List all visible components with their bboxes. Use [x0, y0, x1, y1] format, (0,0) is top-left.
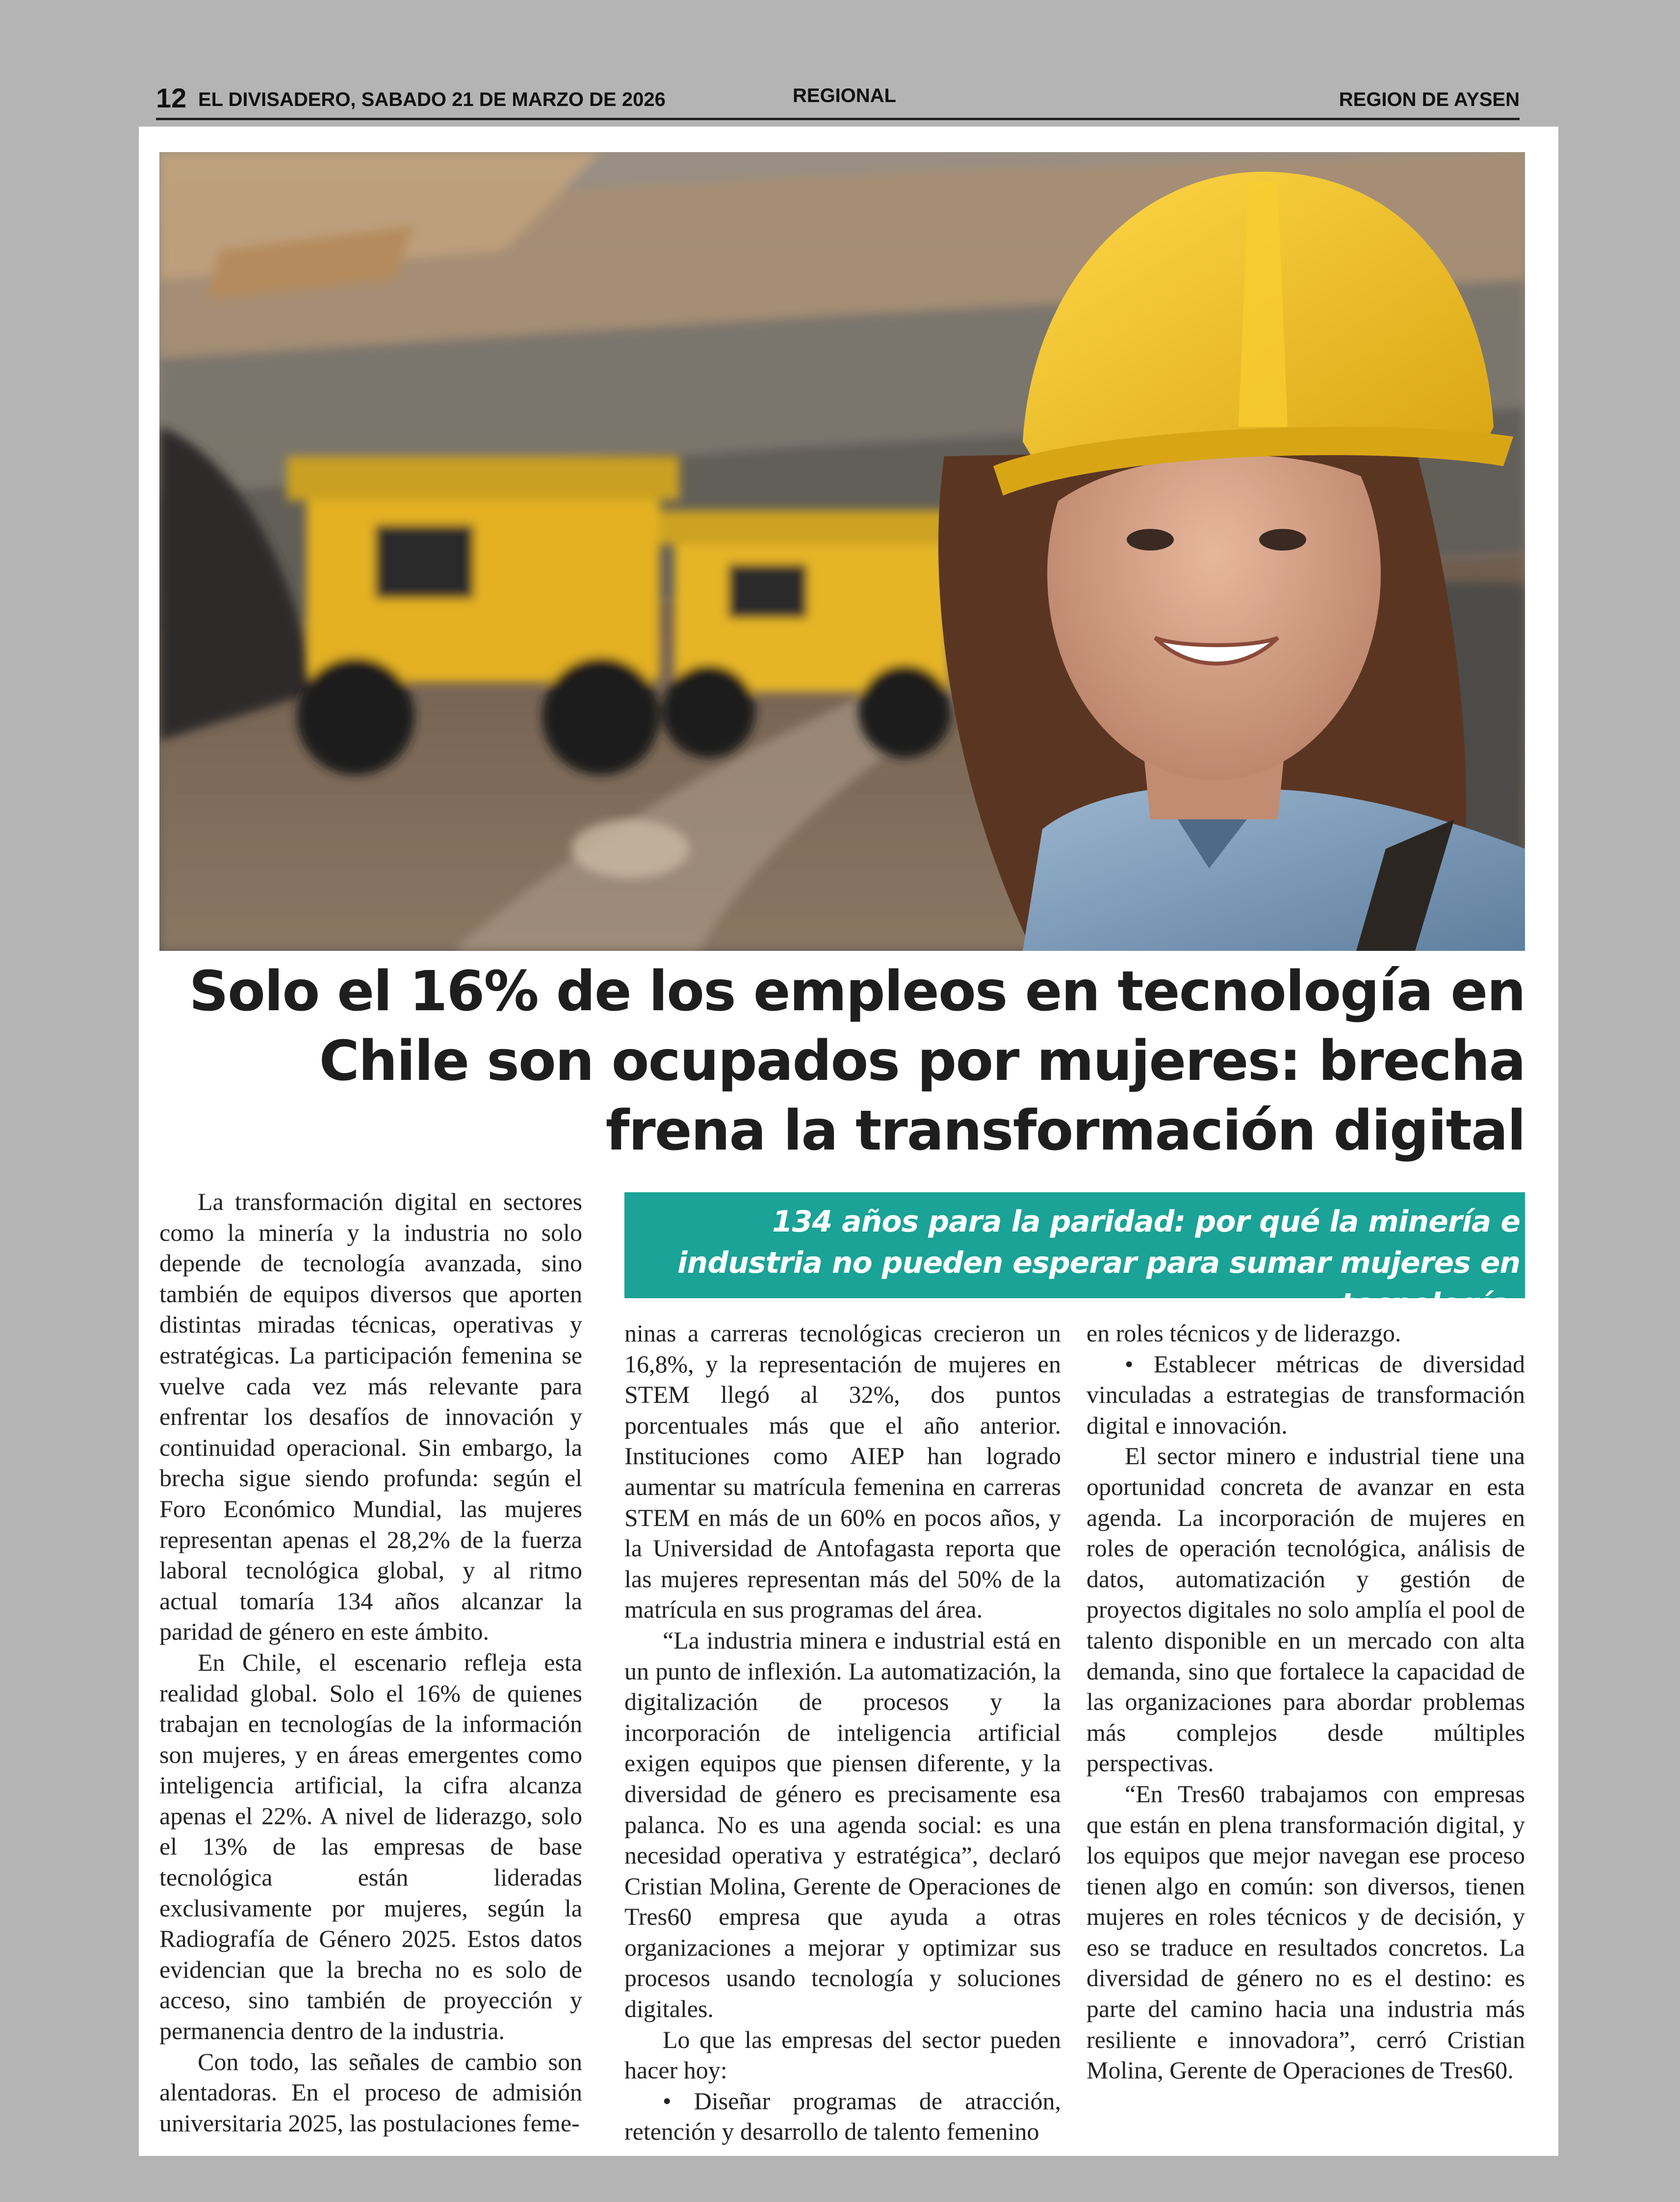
newspaper-page: [139, 127, 1558, 2156]
article-column-1: [159, 1186, 582, 2138]
paragraph: Lo que las empresas del sector pueden hacer hoy:: [624, 2025, 1061, 2084]
article-column-2: [624, 1318, 1061, 2147]
bullet-item: • Diseñar programas de atracción, retención y desarrollo de talento femenino: [624, 2087, 1061, 2146]
dateline: EL DIVISADERO, SABADO 21 DE MARZO DE 2026: [198, 89, 666, 110]
paragraph: La transformación digital en sectores como la minería y la industria no solo depende de tecnología avanzada, sino también de equipos diversos que aporten distintas miradas técnicas, operativas y estratégicas. La participación femenina se vuelve cada vez más relevante para enfrentar los desafíos de innovación y continuidad operacional. Sin embargo, la brecha sigue siendo profunda: según el Foro Económico Mundial, las mujeres representan apenas el 28,2% de la fuerza laboral tecnológica global, y al ritmo actual tomaría 134 años alcanzar la paridad de género en este ámbito.: [159, 1188, 582, 1646]
lead-photo: [159, 152, 1525, 951]
paragraph: en roles técnicos y de liderazgo.: [1086, 1319, 1401, 1347]
page-header: [156, 83, 1520, 120]
article-headline: Solo el 16% de los empleos en tecnología en Chile son ocupados por mujeres: brecha frena la transformación digital: [189, 960, 1525, 1163]
paragraph: El sector minero e industrial tiene una oportunidad concreta de avanzar en esta agenda. La incorporación de mujeres en roles de operación tecnológica, análisis de datos, automatización y gestión de proyectos digitales no solo amplía el pool de talento disponible en un mercado con alta demanda, sino que fortalece la capacidad de las organizaciones para abordar problemas más complejos desde múltiples perspectivas.: [1086, 1442, 1525, 1777]
paragraph: Con todo, las señales de cambio son alentadoras. En el proceso de admisión universitaria 2025, las postulaciones feme-: [159, 2047, 582, 2137]
bullet-item: • Establecer métricas de diversidad vinculadas a estrategias de transformación digital e innovación.: [1086, 1350, 1525, 1439]
paragraph: ninas a carreras tecnológicas crecieron un 16,8%, y la representación de mujeres en STEM llegó al 32%, dos puntos porcentuales más que el año anterior. Instituciones como AIEP han logrado aumentar su matrícula femenina en carreras STEM en más de un 60% en pocos años, y la Universidad de Antofagasta reporta que las mujeres representan más del 50% de la matrícula en sus programas del área.: [624, 1319, 1061, 1624]
paragraph: “La industria minera e industrial está en un punto de inflexión. La automatización, la digitalización de procesos y la incorporación de inteligencia artificial exigen equipos que piensen diferente, y la diversidad de género es precisamente esa palanca. No es una agenda social: es una necesidad operativa y estratégica”, declaró Cristian Molina, Gerente de Operaciones de Tres60 empresa que ayuda a otras organizaciones a mejorar y optimizar sus procesos usando tecnología y soluciones digitales.: [624, 1626, 1061, 2023]
page-number: 12: [156, 82, 187, 113]
section-name: REGIONAL: [793, 85, 897, 106]
paragraph: “En Tres60 trabajamos con empresas que están en plena transformación digital, y los equipos que mejor navegan ese proceso tienen algo en común: son diversos, tienen mujeres en roles técnicos y de decisión, y eso se traduce en resultados concretos. La diversidad de género no es el destino: es parte del camino hacia una industria más resiliente e innovadora”, cerró Cristian Molina, Gerente de Operaciones de Tres60.: [1086, 1780, 1525, 2084]
woman-in-yellow-hard-hat-icon: [159, 152, 1525, 951]
article-subheadline: 134 años para la paridad: por qué la minería e industria no pueden esperar para sumar mujeres en tecnología.: [624, 1192, 1525, 1298]
article-column-3: [1086, 1318, 1525, 2086]
paragraph: En Chile, el escenario refleja esta realidad global. Solo el 16% de quienes trabajan en tecnologías de la información son mujeres, y en áreas emergentes como inteligencia artificial, la cifra alcanza apenas el 22%. A nivel de liderazgo, solo el 13% de las empresas de base tecnológica están lideradas exclusivamente por mujeres, según la Radiografía de Género 2025. Estos datos evidencian que la brecha no es solo de acceso, sino también de proyección y permanencia dentro de la industria.: [159, 1648, 582, 2045]
region-name: REGION DE AYSEN: [1339, 89, 1520, 110]
